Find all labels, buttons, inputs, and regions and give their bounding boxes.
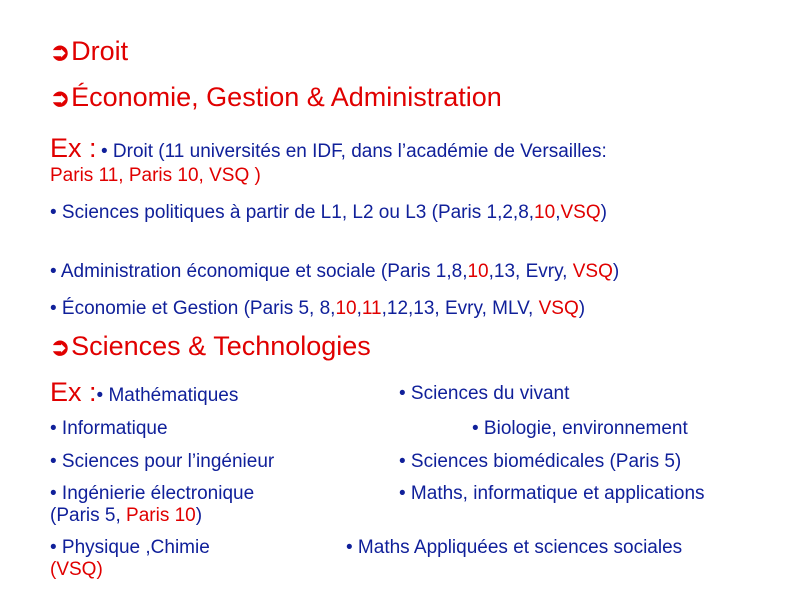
left-item-physique-university: (VSQ) — [50, 559, 103, 580]
left-item-electronique-universities: (Paris 5, Paris 10) — [50, 505, 203, 526]
ex-label: Ex : — [50, 377, 97, 407]
ex1-droit-line — [50, 133, 607, 164]
circled-arrow-right-icon: ➲ — [50, 39, 71, 66]
right-item-maths-info: • Maths, informatique et applications — [399, 483, 705, 504]
right-item-biomedicales: • Sciences biomédicales (Paris 5) — [399, 451, 682, 472]
left-item-physique: • Physique ,Chimie — [50, 537, 210, 558]
heading-sciences-technologies: ➲Sciences & Technologies — [50, 331, 371, 361]
left-item-ingenieur: • Sciences pour l’ingénieur — [50, 451, 275, 472]
ex2-first-line: Ex :• Mathématiques — [50, 377, 239, 407]
right-item-maths-appliquees: • Maths Appliquées et sciences sociales — [346, 537, 683, 558]
left-item-electronique: • Ingénierie électronique — [50, 483, 255, 504]
droit-text: • Droit (11 universités en IDF, dans l’académie de Versailles: — [100, 141, 607, 162]
sciences-po-line: • Sciences politiques à partir de L1, L2 ou L3 (Paris 1,2,8,10,VSQ) — [50, 202, 607, 223]
heading-economie: ➲Économie, Gestion & Administration — [50, 82, 502, 112]
circled-arrow-right-icon: ➲ — [50, 334, 71, 361]
heading-droit: ➲Droit — [50, 36, 129, 66]
right-item-vivant: • Sciences du vivant — [399, 383, 570, 404]
droit-universities: Paris 11, Paris 10, VSQ ) — [50, 165, 261, 186]
left-item-informatique: • Informatique — [50, 418, 168, 439]
circled-arrow-right-icon: ➲ — [50, 85, 71, 112]
ex-label: Ex : — [50, 133, 97, 163]
eco-gestion-line: • Économie et Gestion (Paris 5, 8,10,11,12,13, Evry, MLV, VSQ) — [50, 298, 586, 319]
aes-line: • Administration économique et sociale (Paris 1,8,10,13, Evry, VSQ) — [50, 261, 620, 282]
right-item-biologie: • Biologie, environnement — [472, 418, 688, 439]
